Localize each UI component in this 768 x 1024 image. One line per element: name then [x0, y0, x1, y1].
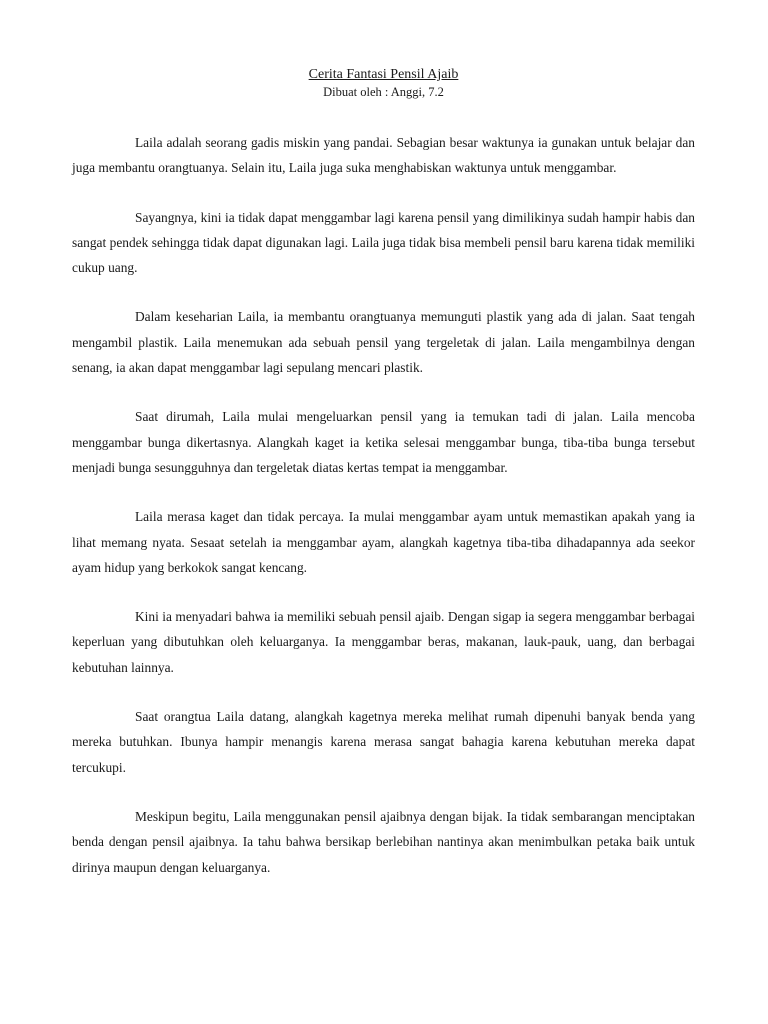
document-page [72, 66, 695, 904]
paragraph-6: Kini ia menyadari bahwa ia memiliki sebuah pensil ajaib. Dengan sigap ia segera menggambar berbagai keperluan yang dibutuhkan oleh keluarganya. Ia menggambar beras, makanan, lauk-pauk, uang, dan berbagai kebutuhan lainnya. [72, 609, 695, 675]
document-byline: Dibuat oleh : Anggi, 7.2 [323, 85, 444, 99]
paragraph-1: Laila adalah seorang gadis miskin yang pandai. Sebagian besar waktunya ia gunakan untuk belajar dan juga membantu orangtuanya. Selain itu, Laila juga suka menghabiskan waktunya untuk menggambar. [72, 135, 695, 176]
paragraph-3: Dalam keseharian Laila, ia membantu orangtuanya memunguti plastik yang ada di jalan. Saat tengah mengambil plastik. Laila menemukan ada sebuah pensil yang tergeletak di jalan. Laila mengambilnya dengan senang, ia akan dapat menggambar lagi sepulang mencari plastik. [72, 309, 695, 376]
paragraph-5: Laila merasa kaget dan tidak percaya. Ia mulai menggambar ayam untuk memastikan apakah yang ia lihat memang nyata. Sesaat setelah ia menggambar ayam, alangkah kagetnya tiba-tiba dihadapannya ada seekor ayam hidup yang berkokok sangat kencang. [72, 509, 695, 575]
paragraph-2: Sayangnya, kini ia tidak dapat menggambar lagi karena pensil yang dimilikinya sudah hampir habis dan sangat pendek sehingga tidak dapat digunakan lagi. Laila juga tidak bisa membeli pensil baru karena tidak memiliki cukup uang. [72, 209, 695, 276]
document-title: Cerita Fantasi Pensil Ajaib [308, 67, 459, 82]
paragraph-8: Meskipun begitu, Laila menggunakan pensil ajaibnya dengan bijak. Ia tidak sembarangan menciptakan benda dengan pensil ajaibnya. Ia tahu bahwa bersikap berlebihan nantinya akan menimbulkan petaka baik untuk dirinya maupun dengan keluarganya. [72, 808, 695, 875]
paragraph-4: Saat dirumah, Laila mulai mengeluarkan pensil yang ia temukan tadi di jalan. Laila mencoba menggambar bunga dikertasnya. Alangkah kaget ia ketika selesai menggambar bunga, tiba-tiba bunga tersebut menjadi bunga sesungguhnya dan tergeletak diatas kertas tempat ia menggambar. [72, 409, 695, 475]
paragraph-7: Saat orangtua Laila datang, alangkah kagetnya mereka melihat rumah dipenuhi banyak benda yang mereka butuhkan. Ibunya hampir menangis karena merasa sangat bahagia karena kebutuhan mereka dapat tercukupi. [72, 709, 695, 775]
